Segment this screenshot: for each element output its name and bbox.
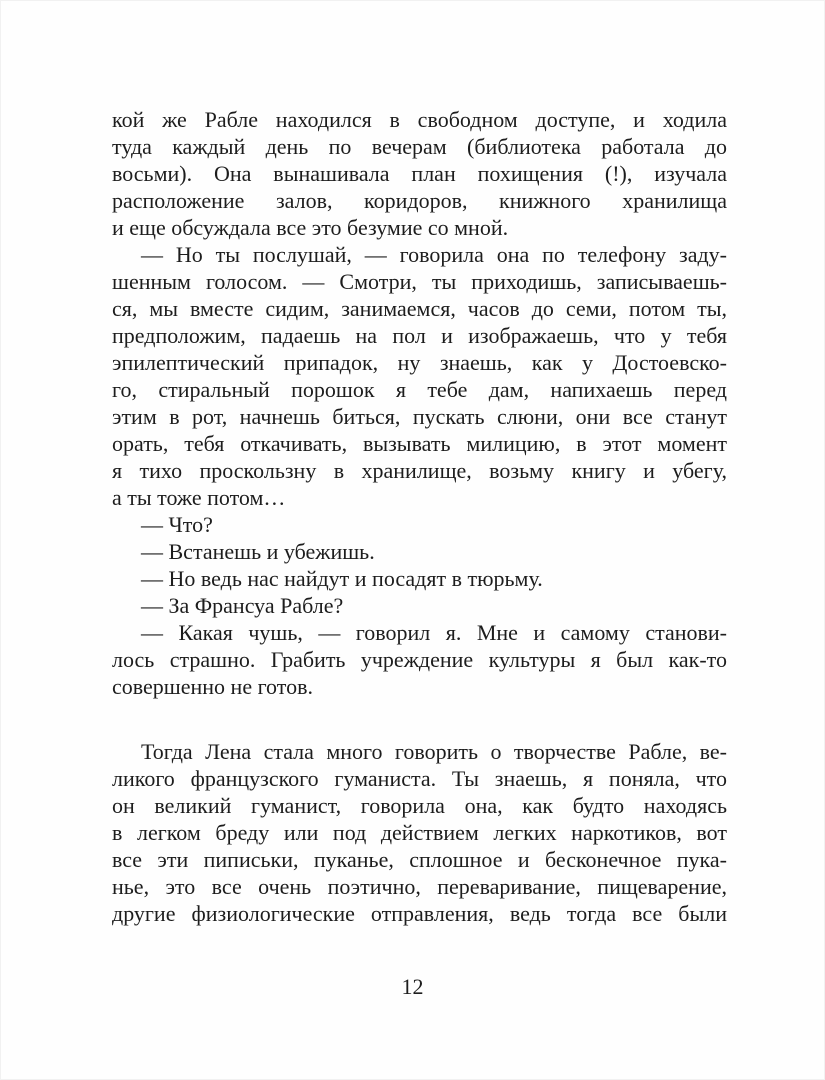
text-line: я тихо проскользну в хранилище, возьму книгу и убегу,	[112, 458, 727, 483]
text-line: все эти пиписьки, пуканье, сплошное и бесконечное пука-	[112, 847, 727, 872]
text-line: кой же Рабле находился в свободном доступе, и ходила	[112, 107, 727, 132]
text-line: другие физиологические отправления, ведь тогда все были	[112, 901, 727, 926]
text-line: ликого французского гуманиста. Ты знаешь, я поняла, что	[112, 766, 727, 791]
text-line: — Какая чушь, — говорил я. Мне и самому станови-	[141, 620, 727, 645]
text-line: нье, это все очень поэтично, переваривание, пищеварение,	[112, 874, 727, 899]
text-line: расположение залов, коридоров, книжного хранилища	[112, 188, 727, 213]
text-line: го, стиральный порошок я тебе дам, напихаешь перед	[112, 377, 727, 402]
text-line: этим в рот, начнешь биться, пускать слюни, они все станут	[112, 404, 727, 429]
text-line: совершенно не готов.	[112, 674, 313, 699]
paragraph	[112, 619, 727, 700]
text-line: — Но ты послушай, — говорила она по телефону заду-	[141, 242, 727, 267]
text-line: и еще обсуждала все это безумие со мной.	[112, 215, 509, 240]
text-line: предположим, падаешь на пол и изображаешь, что у тебя	[112, 323, 727, 348]
paragraph	[112, 241, 727, 511]
text-line: — За Франсуа Рабле?	[141, 593, 344, 618]
text-line: эпилептический припадок, ну знаешь, как у Достоевско-	[112, 350, 727, 375]
text-line: орать, тебя откачивать, вызывать милицию, в этот момент	[112, 431, 727, 456]
text-block	[112, 106, 727, 927]
paragraph	[112, 592, 727, 619]
text-line: туда каждый день по вечерам (библиотека работала до	[112, 134, 727, 159]
text-line: а ты тоже потом…	[112, 485, 286, 510]
text-line: в легком бреду или под действием легких наркотиков, вот	[112, 820, 727, 845]
paragraph	[112, 538, 727, 565]
text-line: он великий гуманист, говорила она, как будто находясь	[112, 793, 727, 818]
text-line: — Встанешь и убежишь.	[141, 539, 375, 564]
text-line: Тогда Лена стала много говорить о творчестве Рабле, ве-	[141, 739, 727, 764]
text-line: шенным голосом. — Смотри, ты приходишь, записываешь-	[112, 269, 727, 294]
paragraph	[112, 511, 727, 538]
paragraph	[112, 738, 727, 927]
text-line: — Но ведь нас найдут и посадят в тюрьму.	[141, 566, 543, 591]
text-line: — Что?	[141, 512, 213, 537]
paragraph	[112, 565, 727, 592]
paragraph	[112, 106, 727, 241]
text-line: восьми). Она вынашивала план похищения (!), изучала	[112, 161, 727, 186]
text-line: лось страшно. Грабить учреждение культуры я был как-то	[112, 647, 727, 672]
text-line: ся, мы вместе сидим, занимаемся, часов до семи, потом ты,	[112, 296, 727, 321]
page-number: 12	[401, 974, 424, 999]
